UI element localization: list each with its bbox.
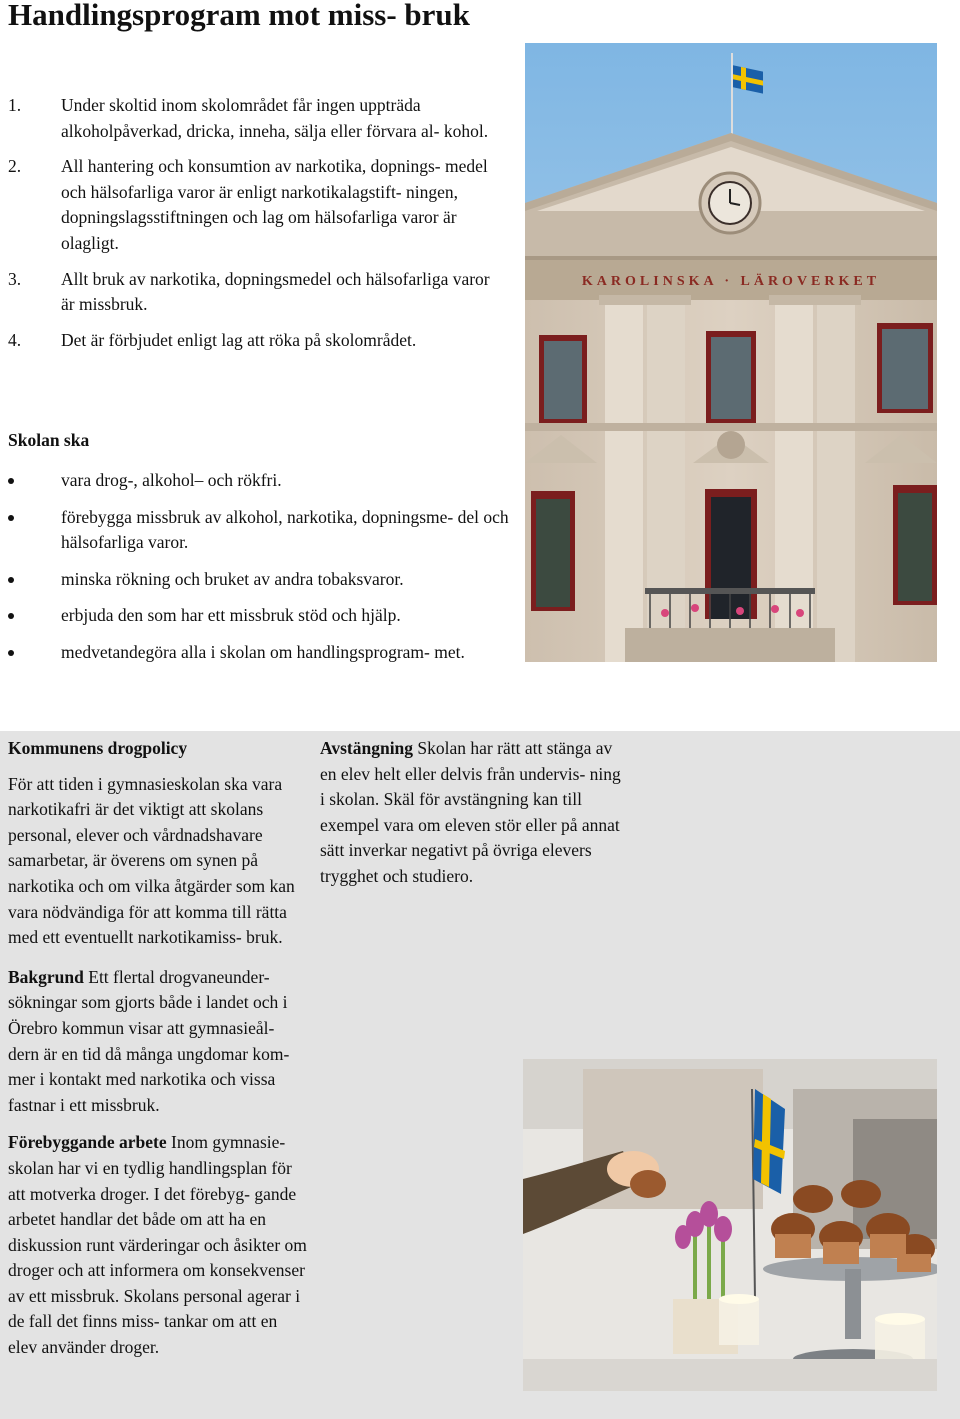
bullet-icon xyxy=(8,613,14,619)
list-item-text: vara drog-, alkohol– och rökfri. xyxy=(61,470,282,490)
building-sign: KAROLINSKA · LÄROVERKET xyxy=(581,274,881,289)
suspension-text: Skolan har rätt att stänga av en elev helt eller delvis från undervis- ning i skolan. Skäl för avstängning kan till exempel vara om eleven stör eller på annat sätt inverkar negativt på övriga elevers trygghet och studiero. xyxy=(320,738,621,886)
bullet-icon xyxy=(8,577,14,583)
list-item xyxy=(8,505,513,556)
background-paragraph xyxy=(8,965,308,1119)
rule-item xyxy=(8,93,498,144)
list-item-text: medvetandegöra alla i skolan om handlingsprogram- met. xyxy=(61,641,465,662)
suspension-lead: Avstängning xyxy=(320,738,414,758)
rule-item xyxy=(8,328,498,354)
prevention-paragraph xyxy=(8,1130,308,1360)
rule-text: Allt bruk av narkotika, dopningsmedel och hälsofarliga varor är missbruk. xyxy=(61,268,490,315)
list-item xyxy=(8,567,513,593)
bullet-icon xyxy=(8,650,14,656)
school-heading: Skolan ska xyxy=(8,430,90,450)
rule-text: Under skoltid inom skolområdet får ingen uppträda alkoholpåverkad, dricka, inneha, sälja eller förvara al- kohol. xyxy=(61,95,489,141)
bullet-icon xyxy=(8,515,14,521)
list-item-text: erbjuda den som har ett missbruk stöd och hjälp. xyxy=(61,605,401,626)
building-illustration xyxy=(525,43,937,662)
background-text: Ett flertal drogvaneunder- sökningar som gjorts både i landet och i Örebro kommun visar att gymnasieål- dern är en tid då många ungdomar kom- mer i kontakt med narkotika och vissa fastnar i ett missbruk. xyxy=(8,966,290,1115)
crest-icon xyxy=(717,431,745,459)
rule-number: 1. xyxy=(8,95,22,115)
cafe-illustration xyxy=(523,1059,937,1391)
school-list xyxy=(8,468,513,677)
list-item xyxy=(8,468,513,494)
rule-item xyxy=(8,154,498,256)
bullet-icon xyxy=(8,478,14,484)
rule-item xyxy=(8,267,498,318)
rule-number: 3. xyxy=(8,268,22,289)
cafe-photo xyxy=(523,1059,937,1391)
rule-number: 4. xyxy=(8,329,22,350)
right-column xyxy=(320,736,630,900)
school-building-photo xyxy=(525,43,937,662)
page-title: Handlingsprogram mot miss- bruk xyxy=(8,0,470,32)
rule-text: Det är förbjudet enligt lag att röka på skolområdet. xyxy=(61,329,417,350)
list-item xyxy=(8,603,513,629)
prevention-lead: Förebyggande arbete xyxy=(8,1132,167,1153)
policy-text: För att tiden i gymnasieskolan ska vara narkotikafri är det viktigt att skolans personal, elever och vårdnadshavare samarbetar, är överens om synen på narkotika och om vilka åtgärder som kan vara nödvändiga för att komma till rätta med ett eventuellt narkotikamiss- bruk. xyxy=(8,773,295,948)
list-item-text: förebygga missbruk av alkohol, narkotika, dopningsme- del och hälsofarliga varor. xyxy=(61,506,509,553)
rules-list xyxy=(8,93,498,363)
policy-heading: Kommunens drogpolicy xyxy=(8,738,188,758)
background-lead: Bakgrund xyxy=(8,966,84,987)
prevention-text: Inom gymnasie- skolan har vi en tydlig handlingsplan för att motverka droger. I det förebyg- gande arbetet handlar det både om att ha en diskussion runt värderingar och åsikter om droger och att informera om konsekvenser av ett missbruk. Skolans personal agerar i de fall det finns miss- tankar om att en elev använder droger. xyxy=(8,1132,307,1358)
suspension-paragraph xyxy=(320,736,630,890)
left-column xyxy=(8,736,308,1371)
rule-number: 2. xyxy=(8,156,22,177)
list-item xyxy=(8,640,513,666)
rule-text: All hantering och konsumtion av narkotika, dopnings- medel och hälsofarliga varor är enligt narkotikalagstift- ningen, dopningslagsstiftningen och lag om hälsofarliga varor är olagligt. xyxy=(61,156,488,253)
list-item-text: minska rökning och bruket av andra tobaksvaror. xyxy=(61,568,404,589)
